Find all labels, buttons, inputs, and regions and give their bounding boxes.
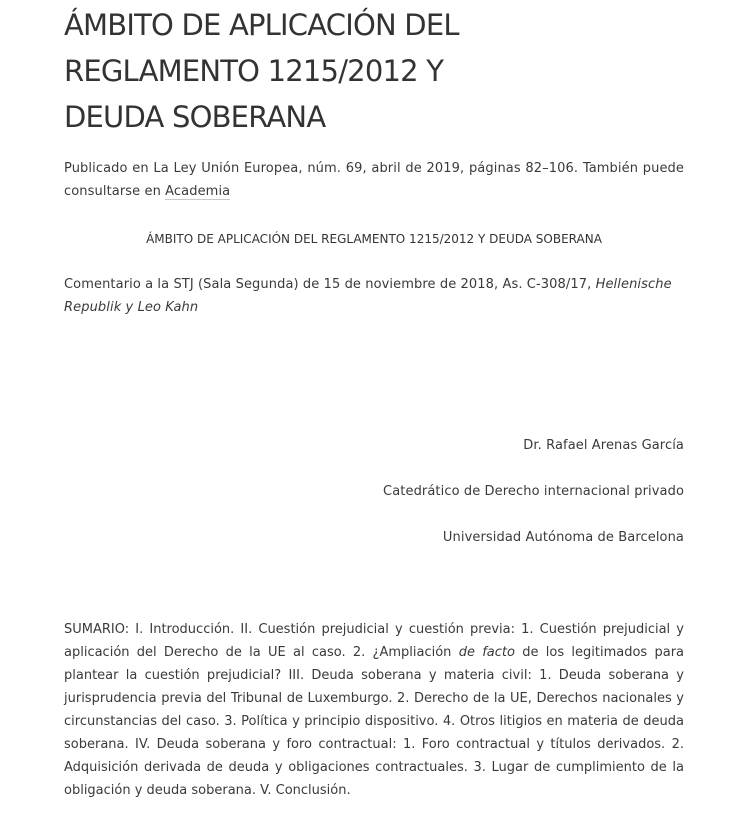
article-title [64, 2, 624, 140]
publication-note [64, 157, 684, 203]
title-line: ÁMBITO DE APLICACIÓN DEL [64, 8, 459, 42]
summary-paragraph [64, 618, 684, 802]
summary-text-2: de los legitimados para plantear la cuestión prejudicial? III. Deuda soberana y materia civil: 1. Deuda soberana y jurisprudencia previa del Tribunal de Luxemburgo. 2. Derecho de la UE, Derechos nacionales y circunstancias del caso. 3. Política y principio dispositivo. 4. Otros litigios en materia de deuda soberana. IV. Deuda soberana y foro contractual: 1. Foro contractual y títulos derivados. 2. Adquisición derivada de deuda y obligaciones contractuales. 3. Lugar de cumplimiento de la obligación y deuda soberana. V. Conclusión. [64, 645, 685, 798]
title-line: REGLAMENTO 1215/2012 Y [64, 54, 444, 88]
case-comment [64, 273, 684, 319]
author-name: Dr. Rafael Arenas García [523, 438, 684, 453]
author-position: Catedrático de Derecho internacional privado [383, 484, 684, 499]
summary-text-1: SUMARIO: I. Introducción. II. Cuestión prejudicial y cuestión previa: 1. Cuestión prejudicial y aplicación del Derecho de la UE al caso. 2. ¿Ampliación [64, 622, 684, 660]
summary-italic: de facto [458, 645, 515, 660]
article-subtitle: ÁMBITO DE APLICACIÓN DEL REGLAMENTO 1215/2012 Y DEUDA SOBERANA [146, 232, 602, 246]
case-comment-text: Comentario a la STJ (Sala Segunda) de 15 de noviembre de 2018, As. C‑308/17, [64, 277, 596, 292]
academia-link[interactable]: Academia [165, 184, 231, 199]
case-name: Hellenische Republik y Leo Kahn [64, 277, 672, 315]
publication-text: Publicado en La Ley Unión Europea, núm. 69, abril de 2019, páginas 82–106. También puede consultarse en [64, 161, 684, 199]
author-university: Universidad Autónoma de Barcelona [442, 530, 684, 545]
title-line: DEUDA SOBERANA [64, 100, 326, 134]
